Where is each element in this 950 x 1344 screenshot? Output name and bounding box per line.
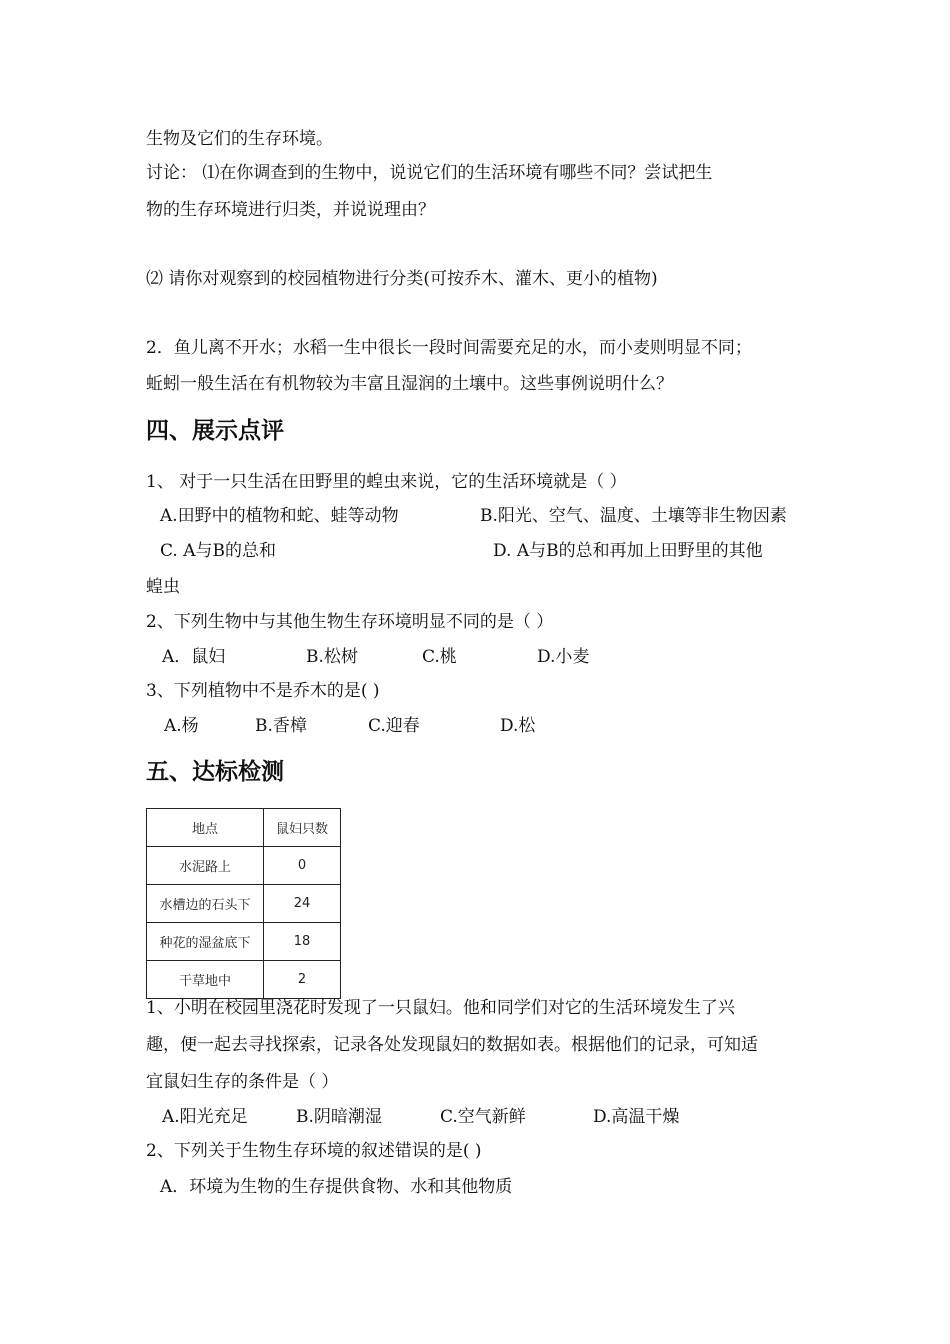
review-q1-option-d-continued: 蝗虫 <box>146 577 180 597</box>
table-row <box>147 923 341 961</box>
table-header-row <box>147 809 341 847</box>
test-q1-line-3: 宜鼠妇生存的条件是（ ） <box>146 1072 339 1092</box>
review-q3-option-a: A.杨 <box>164 716 199 736</box>
discussion-question-2: ⑵ 请你对观察到的校园植物进行分类(可按乔木、灌木、更小的植物) <box>146 269 658 289</box>
discussion-line-2: 物的生存环境进行归类，并说说理由？ <box>146 200 435 220</box>
table-cell-location: 种花的湿盆底下 <box>147 923 264 961</box>
pillbug-count-table <box>146 808 341 999</box>
test-q1-option-c: C.空气新鲜 <box>440 1107 526 1127</box>
review-q2-option-d: D.小麦 <box>537 647 590 667</box>
section-heading-review: 四、展示点评 <box>146 418 284 444</box>
review-q2-option-a: A．鼠妇 <box>162 647 226 667</box>
review-q3-option-d: D.松 <box>500 716 536 736</box>
question-2-line-2: 蚯蚓一般生活在有机物较为丰富且湿润的土壤中。这些事例说明什么？ <box>146 374 673 394</box>
review-q1-stem: 1、 对于一只生活在田野里的蝗虫来说，它的生活环境就是（ ） <box>146 472 627 492</box>
table-cell-count: 24 <box>264 885 341 923</box>
test-q1-line-2: 趣，便一起去寻找探索，记录各处发现鼠妇的数据如表。根据他们的记录，可知适 <box>146 1035 758 1055</box>
review-q1-option-a: A.田野中的植物和蛇、蛙等动物 <box>160 506 399 526</box>
test-q1-line-1: 1、小明在校园里浇花时发现了一只鼠妇。他和同学们对它的生活环境发生了兴 <box>146 998 735 1018</box>
test-q1-option-d: D.高温干燥 <box>593 1107 680 1127</box>
table-cell-location: 水槽边的石头下 <box>147 885 264 923</box>
table-cell-count: 18 <box>264 923 341 961</box>
test-q2-stem: 2、下列关于生物生存环境的叙述错误的是( ) <box>146 1141 482 1161</box>
discussion-line-1: 讨论： ⑴在你调查到的生物中，说说它们的生活环境有哪些不同？尝试把生 <box>146 163 713 183</box>
table-row <box>147 961 341 999</box>
review-q1-option-d: D. A与B的总和再加上田野里的其他 <box>493 541 763 561</box>
test-q2-option-a: A．环境为生物的生存提供食物、水和其他物质 <box>160 1177 513 1197</box>
review-q2-stem: 2、下列生物中与其他生物生存环境明显不同的是（ ） <box>146 612 554 632</box>
test-q1-option-b: B.阴暗潮湿 <box>296 1107 382 1127</box>
paragraph-intro: 生物及它们的生存环境。 <box>146 129 333 149</box>
question-2-line-1: 2．鱼儿离不开水；水稻一生中很长一段时间需要充足的水，而小麦则明显不同； <box>146 338 752 358</box>
review-q1-option-b: B.阳光、空气、温度、土壤等非生物因素 <box>480 506 787 526</box>
table-header-location: 地点 <box>147 809 264 847</box>
review-q2-option-b: B.松树 <box>306 647 358 667</box>
table-cell-count: 2 <box>264 961 341 999</box>
table-row <box>147 847 341 885</box>
table-row <box>147 885 341 923</box>
review-q2-option-c: C.桃 <box>422 647 457 667</box>
review-q1-option-c: C. A与B的总和 <box>160 541 276 561</box>
section-heading-test: 五、达标检测 <box>146 759 284 785</box>
review-q3-option-b: B.香樟 <box>255 716 307 736</box>
review-q3-option-c: C.迎春 <box>368 716 420 736</box>
test-q1-option-a: A.阳光充足 <box>162 1107 248 1127</box>
table-header-count: 鼠妇只数 <box>264 809 341 847</box>
table-cell-location: 水泥路上 <box>147 847 264 885</box>
review-q3-stem: 3、下列植物中不是乔木的是( ) <box>146 681 380 701</box>
table-cell-count: 0 <box>264 847 341 885</box>
table-cell-location: 干草地中 <box>147 961 264 999</box>
